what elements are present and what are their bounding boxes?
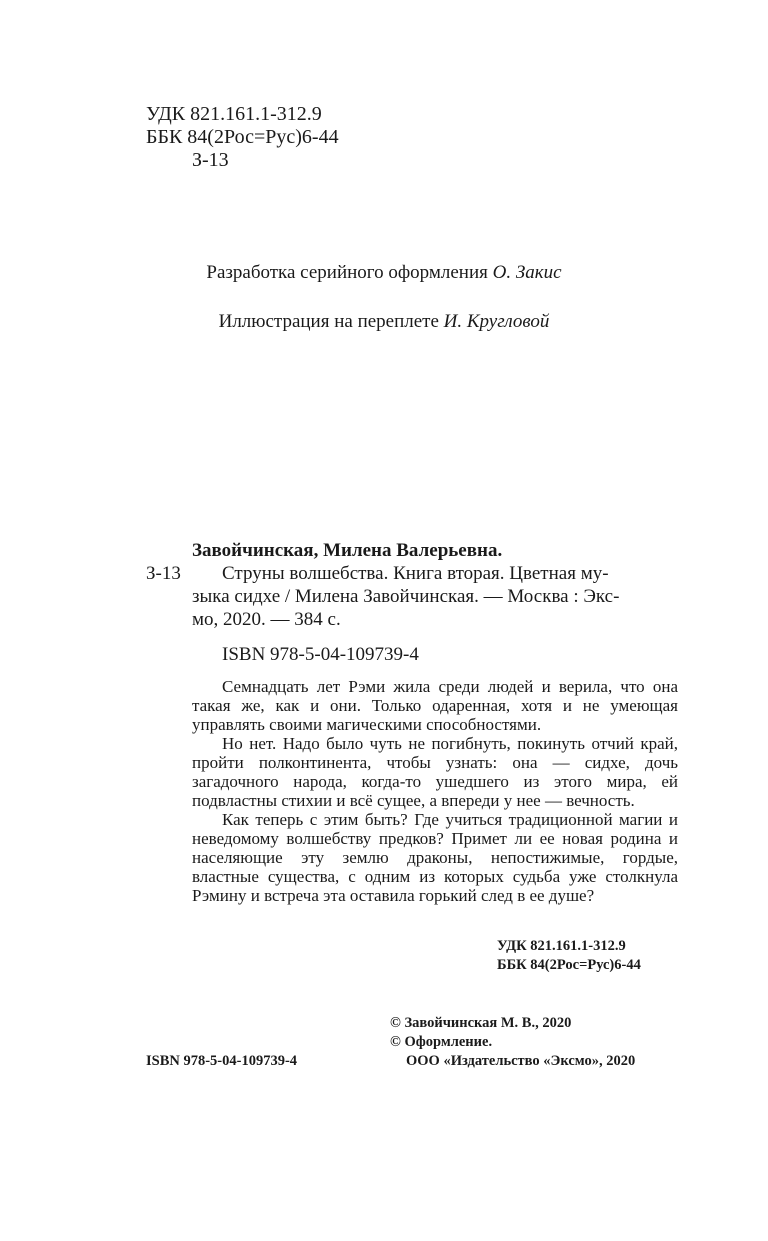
bottom-udk: УДК 821.161.1-312.9 bbox=[497, 938, 626, 954]
annotation-paragraph: Но нет. Надо было чуть не погибнуть, покинуть отчий край, пройти полконтинента, чтобы узнать: она — сидхе, дочь загадочного народа, когда-то ушедшего из этого мира, ей подвластны стихии и всё сущее, а впереди у нее — вечность. bbox=[192, 734, 678, 810]
bbk-code: ББК 84(2Рос=Рус)6-44 bbox=[146, 126, 339, 148]
record-line: зыка сидхе / Милена Завойчинская. — Москва : Экс- bbox=[192, 586, 620, 607]
annotation-paragraph: Как теперь с этим быть? Где учиться традиционной магии и неведомому волшебству предков? Примет ли ее новая родина и населяющие эту землю драконы, непостижимые, гордые, властные существа, с одним из которых судьба уже столкнула Рэмину и встреча эта оставила горький след в ее душе? bbox=[192, 810, 678, 905]
annotation-paragraph: Семнадцать лет Рэми жила среди людей и верила, что она такая же, как и они. Только одаренная, хотя и не умеющая управлять своими магическими способностями. bbox=[192, 677, 678, 734]
design-credit-name: О. Закис bbox=[492, 262, 562, 283]
copyright-design: © Оформление. bbox=[390, 1034, 493, 1050]
record-line: Струны волшебства. Книга вторая. Цветная му- bbox=[222, 563, 609, 584]
author-mark: З-13 bbox=[192, 149, 229, 171]
illustration-credit bbox=[0, 311, 768, 333]
record-isbn: ISBN 978-5-04-109739-4 bbox=[222, 644, 419, 665]
record-line: мо, 2020. — 384 с. bbox=[192, 609, 341, 630]
illustration-credit-name: И. Кругловой bbox=[443, 311, 550, 332]
bottom-isbn: ISBN 978-5-04-109739-4 bbox=[146, 1053, 298, 1069]
design-credit bbox=[0, 262, 768, 284]
annotation bbox=[192, 677, 678, 905]
design-credit-label: Разработка серийного оформления bbox=[206, 262, 488, 283]
bottom-bbk: ББК 84(2Рос=Рус)6-44 bbox=[497, 957, 641, 973]
record-author: Завойчинская, Милена Валерьевна. bbox=[192, 540, 503, 561]
copyright-publisher: ООО «Издательство «Эксмо», 2020 bbox=[406, 1053, 636, 1069]
illustration-credit-label: Иллюстрация на переплете bbox=[218, 311, 439, 332]
udk-code: УДК 821.161.1-312.9 bbox=[146, 103, 322, 125]
copyright-author: © Завойчинская М. В., 2020 bbox=[390, 1015, 572, 1031]
record-mark: З-13 bbox=[146, 563, 181, 584]
